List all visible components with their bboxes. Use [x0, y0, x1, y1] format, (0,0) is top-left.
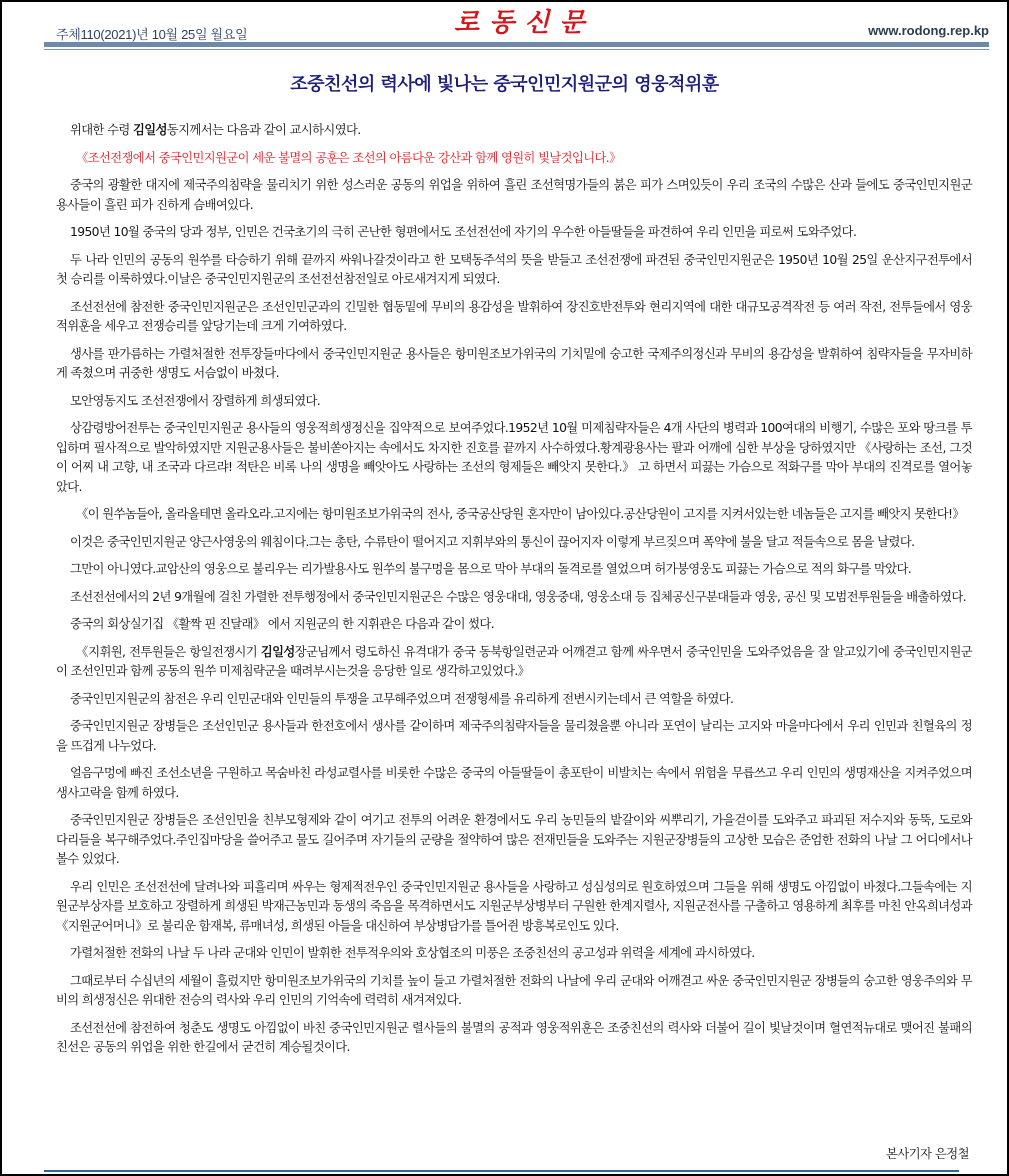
paragraph: 조선전선에 참전한 중국인민지원군은 조선인민군과의 긴밀한 협동밑에 무비의 용감성을 발휘하여 장진호반전투와 현리지역에 대한 대규모공격작전 등 여러 작전, 전투들에서 영웅적위훈을 세우고 전쟁승리를 앞당기는데 크게 기여하였다.	[56, 299, 972, 333]
paragraph: 모안영동지도 조선전쟁에서 장렬하게 희생되였다.	[70, 393, 321, 408]
paragraph: 중국인민지원군 장병들은 조선인민을 친부모형제와 같이 여기고 전투의 어려운 환경에서도 우리 농민들의 밭갈이와 씨뿌리기, 가을걷이를 도와주고 파괴된 저수지와 동뚝, 도로와 다리들을 복구해주었다.주인집마당을 쓸어주고 물도 길어주며 자기들의 군량을 절약하여 많은 전재민들을 도와주는 지원군장병들의 고상한 모습은 준엄한 전화의 나날 그 어디에서나 볼수 있었다.	[56, 813, 972, 866]
leader-name: 김일성	[260, 644, 295, 659]
issue-date: 주체110(2021)년 10월 25일 월요일	[56, 27, 248, 42]
paragraph: 우리 인민은 조선전선에 달려나와 피흘리며 싸우는 형제적전우인 중국인민지원군 용사들을 사랑하고 성심성의로 원호하였으며 그들을 위해 생명도 아낌없이 바쳤다.그들속에는 지원군부상자를 보호하고 장렬하게 희생된 박재근농민과 동생의 죽음을 목격하면서도 지원군부상병부터 구원한 한계지렬사, 지원군전사를 구출하고 영용하게 최후를 마친 안옥희녀성과 《지원군어머니》로 불리운 함재복, 류매녀성, 희생된 아들을 대신하여 부상병담가를 틀어쥔 방흥복로인도 있다.	[56, 879, 972, 933]
newspaper-logo[interactable]: 로동신문	[454, 8, 595, 38]
site-url-link[interactable]: www.rodong.rep.kp	[868, 23, 989, 38]
paragraph: 그만이 아니였다.교암산의 영웅으로 불리우는 리가발용사도 원쑤의 불구멍을 몸으로 막아 부대의 돌격로를 열었으며 허가붕영웅도 피끓는 가슴으로 적의 화구를 막았다.	[70, 562, 912, 576]
article-title: 조중친선의 력사에 빛나는 중국인민지원군의 영웅적위훈	[290, 74, 719, 95]
paragraph: 중국의 회상실기집 《활짝 핀 진달래》 에서 지원군의 한 지휘관은 다음과 같이 썼다.	[70, 617, 495, 631]
paragraph: 중국인민지원군의 참전은 우리 인민군대와 인민들의 투쟁을 고무해주었으며 전쟁형세를 유리하게 전변시키는데서 큰 역할을 하였다.	[70, 691, 734, 706]
paragraph: 두 나라 인민의 공동의 원쑤를 타승하기 위해 끝까지 싸워나갈것이라고 한 모택동주석의 뜻을 받들고 조선전쟁에 파견된 중국인민지원군은 1950년 10월 25일 운산지구전투에서 첫 승리를 이룩하였다.이날은 중국인민지원군의 조선전선참전일로 아로새겨지게 되였다.	[56, 252, 972, 286]
paragraph: 생사를 판가름하는 가렬처절한 전투장들마다에서 중국인민지원군 용사들은 항미원조보가위국의 기치밑에 숭고한 국제주의정신과 무비의 용감성을 발휘하여 침략자들을 무자비하게 족쳤으며 귀중한 생명도 서슴없이 바쳤다.	[56, 346, 972, 380]
masthead-divider-thin	[44, 49, 989, 50]
paragraph: 조선전선에 참전하여 청춘도 생명도 아낌없이 바친 중국인민지원군 렬사들의 불멸의 공적과 영웅적위훈은 조중친선의 력사와 더불어 길이 빛날것이며 혈연적뉴대로 맺어진 불패의 친선은 공동의 위업을 위한 한길에서 굳건히 계승될것이다.	[56, 1020, 972, 1054]
paragraph: 가렬처절한 전화의 나날 두 나라 군대와 인민이 발휘한 전투적우의와 호상협조의 미풍은 조중친선의 공고성과 위력을 세계에 과시하였다.	[70, 946, 755, 960]
paragraph: 중국의 광활한 대지에 제국주의침략을 물리치기 위한 성스러운 공동의 위업을 위하여 흘린 조선혁명가들의 붉은 피가 스며있듯이 우리 조국의 수많은 산과 들에도 중국인민지원군 용사들이 흘린 피가 진하게 슴배여있다.	[56, 178, 972, 212]
paragraph: 그때로부터 수십년의 세월이 흘렀지만 항미원조보가위국의 기치를 높이 들고 가렬처절한 전화의 나날에 우리 군대와 어깨겯고 싸운 중국인민지원군 장병들의 숭고한 영웅주의와 무비의 희생정신은 위대한 전승의 력사와 우리 인민의 기억속에 력력히 새겨져있다.	[56, 973, 972, 1007]
leader-quote: 《조선전쟁에서 중국인민지원군이 세운 불멸의 공훈은 조선의 아름다운 강산과 함께 영원히 빛날것입니다.》	[76, 150, 621, 165]
paragraph: 중국인민지원군 장병들은 조선인민군 용사들과 한전호에서 생사를 같이하며 제국주의침략자들을 물리쳤을뿐 아니라 포연이 날리는 고지와 마을마다에서 우리 인민과 친혈육의 정을 뜨겁게 나누었다.	[56, 719, 972, 753]
paragraph: 이것은 중국인민지원군 양근사영웅의 웨침이다.그는 총탄, 수류탄이 떨어지고 지휘부와의 통신이 끊어지자 이렇게 부르짖으며 폭약에 불을 달고 적들속으로 몸을 날렸다.	[70, 534, 915, 549]
paragraph: 상감령방어전투는 중국인민지원군 용사들의 영웅적희생정신을 집약적으로 보여주었다.1952년 10월 미제침략자들은 4개 사단의 병력과 100여대의 비행기, 수많은 포와 땅크를 투입하며 필사적으로 발악하였지만 지원군용사들은 불비쏟아지는 속에서도 차지한 진호를 끝까지 사수하였다.황계광용사는 팔과 어깨에 심한 부상을 당하였지만 《사랑하는 조선, 그것이 어찌 내 고향, 내 조국과 다르랴! 적탄은 비록 나의 생명을 빼앗아도 사랑하는 조선의 형제들은 빼앗지 못한다.》 고 하면서 피끓는 가슴으로 적화구를 막아 부대의 진격로를 열어놓았다.	[56, 421, 972, 494]
bottom-divider	[44, 1170, 959, 1172]
article-body	[56, 121, 972, 1066]
masthead-divider-thick	[44, 42, 989, 47]
commander-quote: 《지휘원, 전투원들은 항일전쟁시기 김일성장군님께서 령도하신 유격대가 중국 동북항일련군과 어깨겯고 함께 싸우면서 중국인민을 도와주었음을 잘 알고있기에 중국인민지원군이 조선인민과 함께 공동의 원쑤 미제침략군을 때려부시는것을 응당한 일로 생각하고있었다.》	[56, 644, 972, 678]
byline: 본사기자 은정철	[885, 1147, 969, 1161]
paragraph: 조선전선에서의 2년 9개월에 걸친 가렬한 전투행정에서 중국인민지원군은 수많은 영웅대대, 영웅중대, 영웅소대 등 집체공신구분대들과 영웅, 공신 및 모범전투원들을 배출하였다.	[70, 589, 967, 604]
intro-paragraph: 위대한 수령 김일성동지께서는 다음과 같이 교시하시였다.	[70, 123, 361, 137]
leader-name: 김일성	[133, 123, 167, 137]
paragraph: 얼음구멍에 빠진 조선소년을 구원하고 목숨바친 라성교렬사를 비롯한 수많은 중국의 아들딸들이 총포탄이 비발치는 속에서 위험을 무릅쓰고 우리 인민의 생명재산을 지켜주었으며 생사고락을 함께 하였다.	[56, 766, 972, 800]
soldier-quote: 《이 원쑤놈들아, 올라올테면 올라오라.고지에는 항미원조보가위국의 전사, 중국공산당원 혼자만이 남아있다.공산당원이 고지를 지켜서있는한 네놈들은 고지를 빼앗지 못한다!》	[76, 507, 965, 521]
paragraph: 1950년 10월 중국의 당과 정부, 인민은 건국초기의 극히 곤난한 형편에서도 조선전선에 자기의 우수한 아들딸들을 파견하여 우리 인민을 피로써 도와주었다.	[70, 225, 857, 239]
